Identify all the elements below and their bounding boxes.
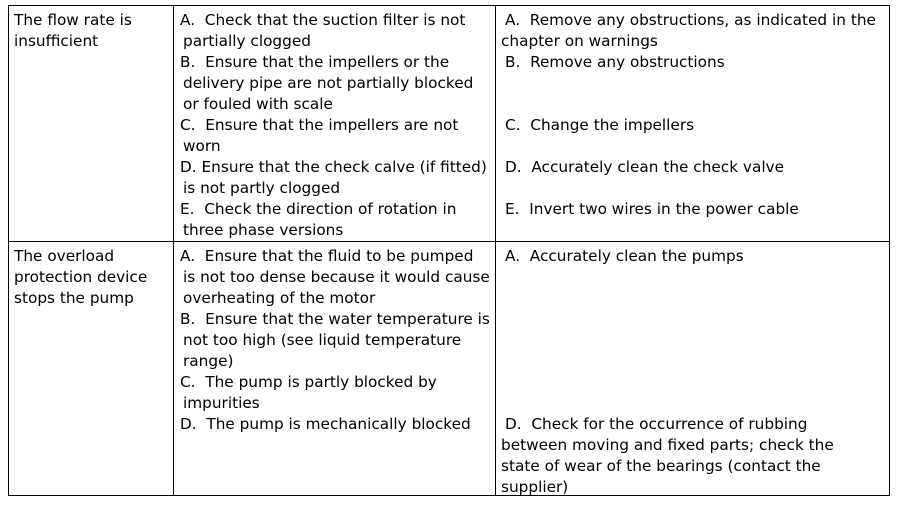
check-item-d-cont: is not partly clogged: [183, 179, 341, 197]
check-item-b-cont: delivery pipe are not partially blocked: [183, 74, 474, 92]
cell-cause-row1: [9, 6, 174, 242]
check-item-b-cont: range): [183, 352, 234, 370]
checks-text-row2: [174, 242, 495, 495]
cause-line: stops the pump: [14, 289, 134, 307]
checks-text-row1: [174, 6, 495, 241]
cell-checks-row1: [174, 6, 496, 242]
remedy-item-b: B. Remove any obstructions: [505, 53, 725, 71]
check-item-c: C. The pump is partly blocked by: [180, 373, 437, 391]
remedy-gap: [500, 267, 886, 414]
cause-line: protection device: [14, 268, 148, 286]
check-item-c-cont: impurities: [183, 394, 260, 412]
remedy-item-d-cont: supplier): [501, 478, 569, 496]
check-item-b-cont: not too high (see liquid temperature: [183, 331, 462, 349]
troubleshooting-table: [8, 5, 890, 496]
check-item-b: B. Ensure that the impellers or the: [180, 53, 450, 71]
remedies-text-row1: [496, 6, 889, 241]
cell-cause-row2: [9, 242, 174, 496]
cell-checks-row2: [174, 242, 496, 496]
remedy-item-a: A. Remove any obstructions, as indicated in the: [505, 11, 876, 29]
remedy-item-a: A. Accurately clean the pumps: [505, 247, 744, 265]
cause-line: The flow rate is: [14, 11, 132, 29]
check-item-a-cont: overheating of the motor: [183, 289, 376, 307]
cause-line: The overload: [14, 247, 115, 265]
check-item-b-cont: or fouled with scale: [183, 95, 333, 113]
cause-text-row1: [9, 6, 173, 241]
check-item-a: A. Check that the suction filter is not: [180, 11, 466, 29]
check-item-a-cont: partially clogged: [183, 32, 311, 50]
remedy-item-a-cont: chapter on warnings: [501, 32, 658, 50]
check-item-d: D. Ensure that the check calve (if fitted): [180, 158, 487, 176]
check-item-c: C. Ensure that the impellers are not: [180, 116, 459, 134]
remedy-item-d: D. Check for the occurrence of rubbing: [505, 415, 808, 433]
check-item-e-cont: three phase versions: [183, 221, 344, 239]
cell-remedies-row2: [496, 242, 890, 496]
check-item-c-cont: worn: [183, 137, 221, 155]
remedy-item-d-cont: between moving and fixed parts; check the: [501, 436, 834, 454]
remedy-item-d: D. Accurately clean the check valve: [505, 158, 785, 176]
remedy-item-e: E. Invert two wires in the power cable: [505, 200, 799, 218]
check-item-e: E. Check the direction of rotation in: [180, 200, 457, 218]
table-row: [9, 6, 890, 242]
check-item-a-cont: is not too dense because it would cause: [183, 268, 490, 286]
check-item-a: A. Ensure that the fluid to be pumped: [180, 247, 474, 265]
cause-line: insufficient: [14, 32, 99, 50]
check-item-d: D. The pump is mechanically blocked: [180, 415, 471, 433]
remedy-item-c: C. Change the impellers: [505, 116, 695, 134]
cause-text-row2: [9, 242, 173, 495]
remedies-text-row2: [496, 242, 889, 495]
check-item-b: B. Ensure that the water temperature is: [180, 310, 490, 328]
remedy-gap: [500, 178, 886, 199]
table-row: [9, 242, 890, 496]
remedy-item-d-cont: state of wear of the bearings (contact the: [501, 457, 821, 475]
remedy-gap: [500, 73, 886, 115]
remedy-gap: [500, 136, 886, 157]
cell-remedies-row1: [496, 6, 890, 242]
